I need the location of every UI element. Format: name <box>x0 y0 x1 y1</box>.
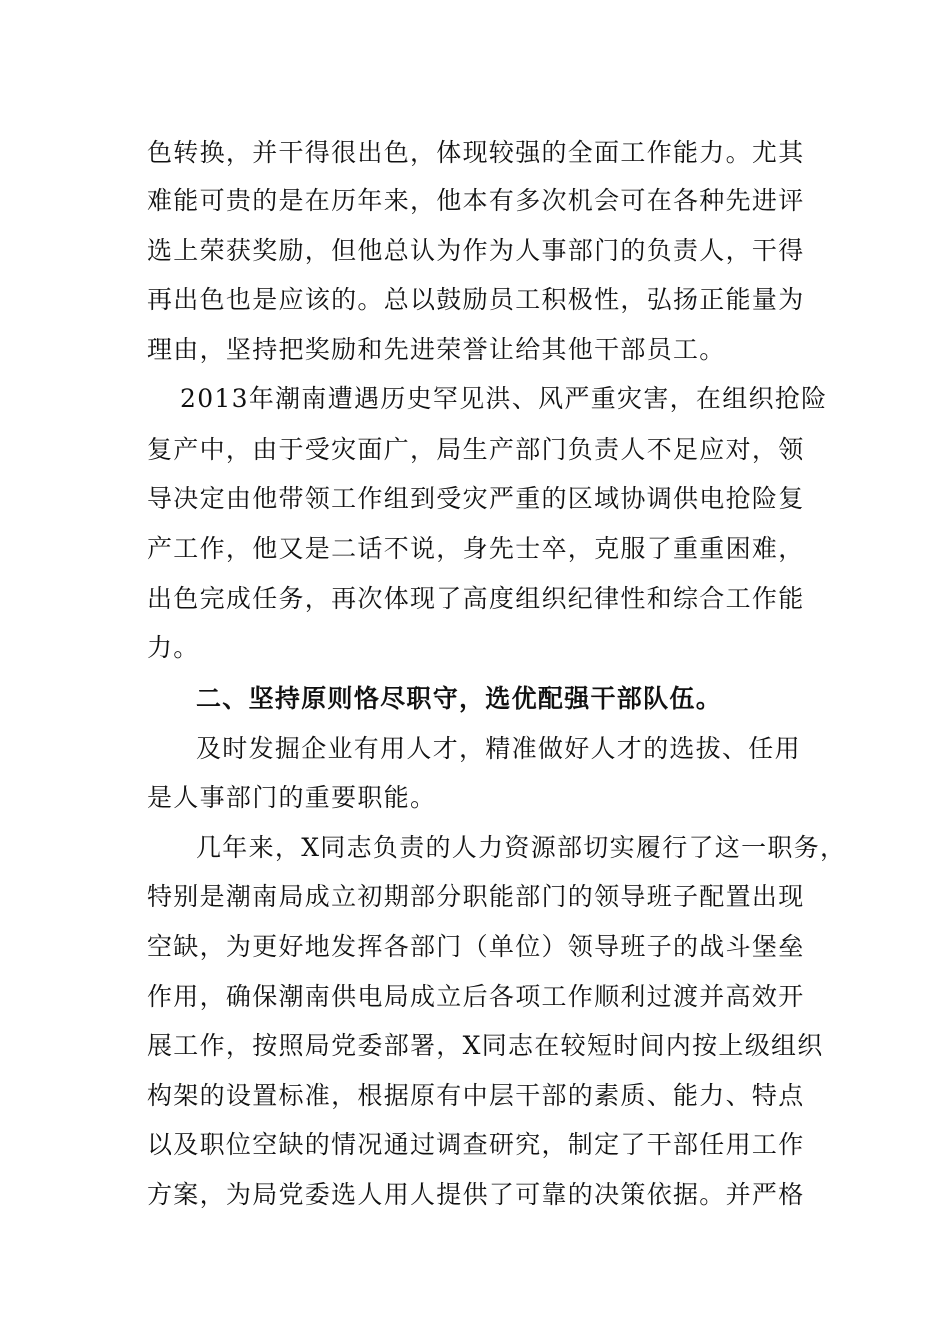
text-line: 方案，为局党委选人用人提供了可靠的决策依据。并严格 <box>147 1180 805 1209</box>
text-line: 再出色也是应该的。总以鼓励员工积极性，弘扬正能量为 <box>147 285 805 314</box>
text-line: 难能可贵的是在历年来，他本有多次机会可在各种先进评 <box>147 186 805 215</box>
paragraph-start-line: 2013年潮南遭遇历史罕见洪、风严重灾害，在组织抢险 <box>180 384 828 413</box>
text-line: 理由，坚持把奖励和先进荣誉让给其他干部员工。 <box>147 335 726 364</box>
text-line: 作用，确保潮南供电局成立后各项工作顺利过渡并高效开 <box>147 982 805 1011</box>
text-line: 产工作，他又是二话不说，身先士卒，克服了重重困难， <box>147 534 805 563</box>
text-line: 以及职位空缺的情况通过调查研究，制定了干部任用工作 <box>147 1130 805 1159</box>
text-line: 特别是潮南局成立初期部分职能部门的领导班子配置出现 <box>147 882 805 911</box>
text-line: 复产中，由于受灾面广，局生产部门负责人不足应对，领 <box>147 435 805 464</box>
text-line: 是人事部门的重要职能。 <box>147 783 437 812</box>
section-heading: 二、坚持原则恪尽职守，选优配强干部队伍。 <box>196 684 723 713</box>
text-line: 构架的设置标准，根据原有中层干部的素质、能力、特点 <box>147 1081 805 1110</box>
text-line: 空缺，为更好地发挥各部门（单位）领导班子的战斗堡垒 <box>147 932 805 961</box>
paragraph-start-line: 及时发掘企业有用人才，精准做好人才的选拔、任用 <box>196 734 801 763</box>
text-line: 导决定由他带领工作组到受灾严重的区域协调供电抢险复 <box>147 484 805 513</box>
paragraph-start-line: 几年来，X同志负责的人力资源部切实履行了这一职务， <box>196 833 847 862</box>
text-line: 展工作，按照局党委部署，X同志在较短时间内按上级组织 <box>147 1031 824 1060</box>
text-line: 出色完成任务，再次体现了高度组织纪律性和综合工作能 <box>147 584 805 613</box>
text-line: 力。 <box>147 633 200 662</box>
text-line: 选上荣获奖励，但他总认为作为人事部门的负责人，干得 <box>147 236 805 265</box>
text-line: 色转换，并干得很出色，体现较强的全面工作能力。尤其 <box>147 138 805 167</box>
